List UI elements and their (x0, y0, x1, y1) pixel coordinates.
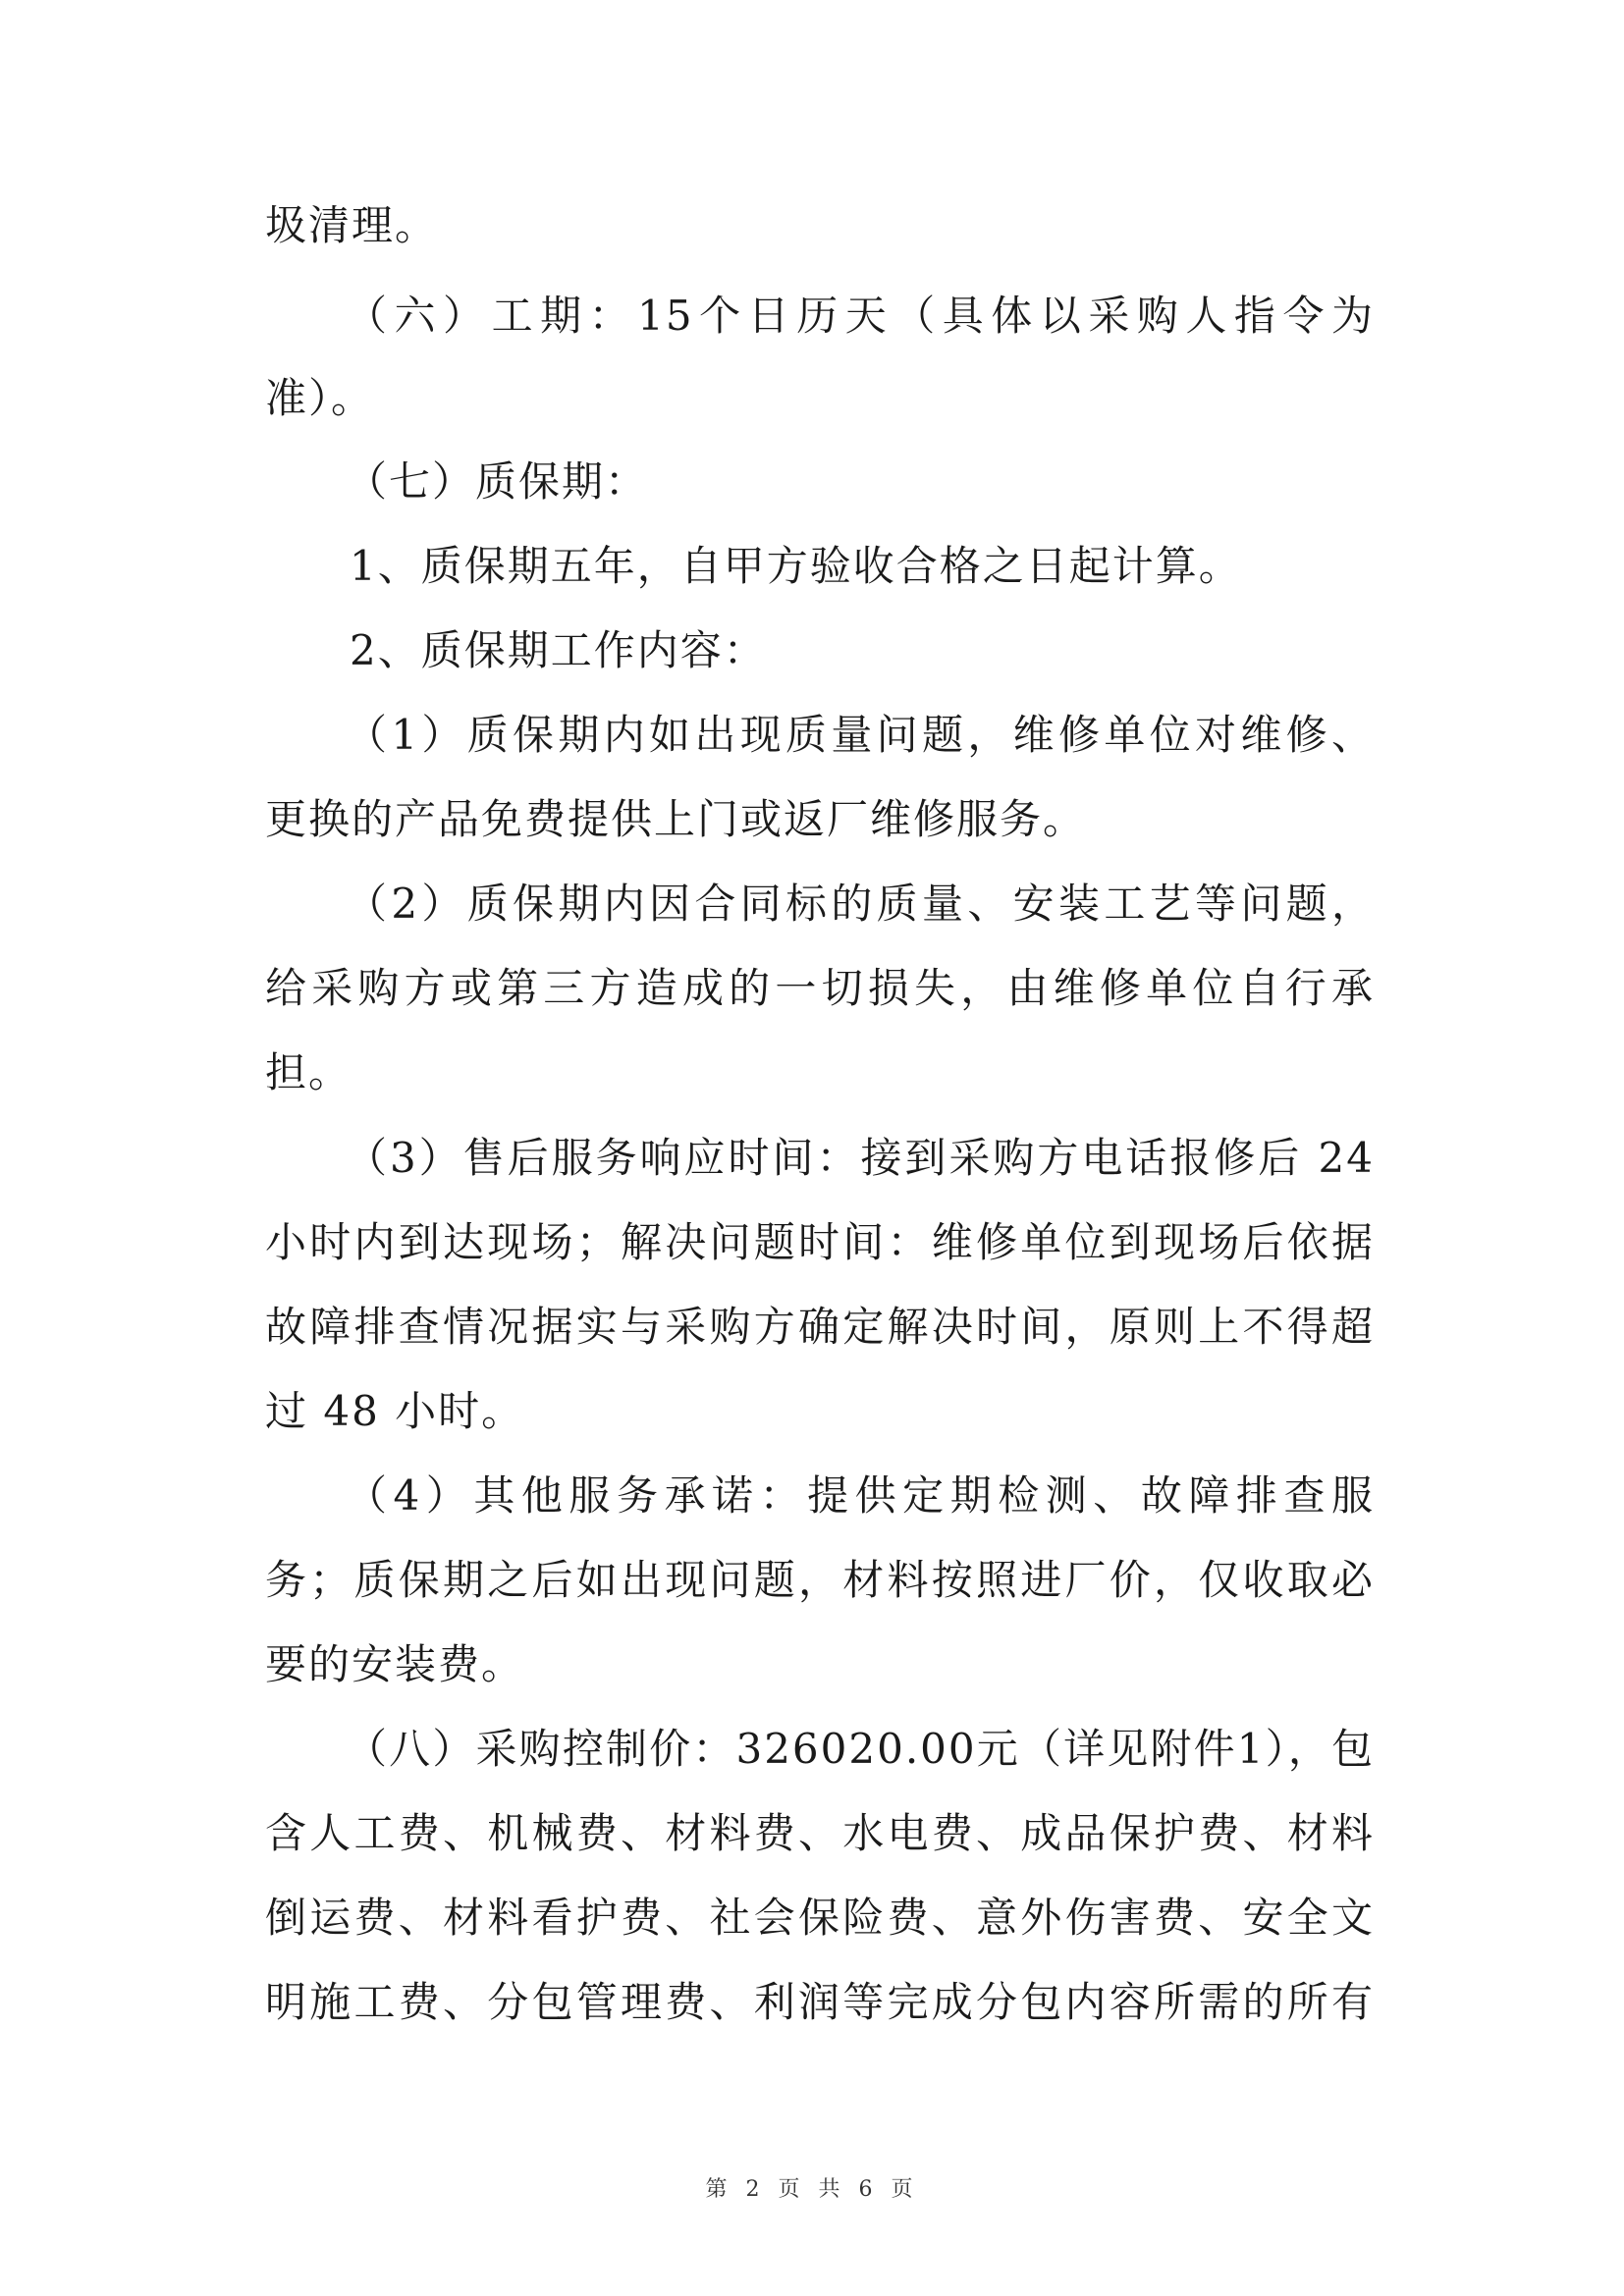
text-line: 含人工费、机械费、材料费、水电费、成品保护费、材料 (265, 1809, 1375, 1857)
text-line: 要的安装费。 (265, 1640, 525, 1688)
text-line: 倒运费、材料看护费、社会保险费、意外伤害费、安全文 (265, 1894, 1375, 1942)
text-line: 准）。 (265, 374, 375, 422)
text-line: 1、质保期五年，自甲方验收合格之日起计算。 (350, 542, 1242, 590)
text-line: （七）质保期： (346, 457, 649, 506)
text-line: 圾清理。 (265, 201, 439, 249)
text-line: 务；质保期之后如出现问题，材料按照进厂价，仅收取必 (265, 1556, 1375, 1604)
text-line: （2）质保期内因合同标的质量、安装工艺等问题， (346, 880, 1375, 928)
text-line: 小时内到达现场；解决问题时间：维修单位到现场后依据 (265, 1218, 1375, 1266)
text-line: 过 48 小时。 (265, 1387, 525, 1435)
text-line: （八）采购控制价：326020.00元（详见附件1），包 (346, 1725, 1375, 1773)
text-line: （4）其他服务承诺：提供定期检测、故障排查服 (346, 1471, 1375, 1520)
text-line: 2、质保期工作内容： (350, 626, 767, 674)
text-line: 给采购方或第三方造成的一切损失，由维修单位自行承 (265, 964, 1375, 1012)
text-line: （1）质保期内如出现质量问题，维修单位对维修、 (346, 711, 1375, 759)
text-line: 明施工费、分包管理费、利润等完成分包内容所需的所有 (265, 1978, 1375, 2026)
text-line: 担。 (265, 1048, 352, 1096)
text-line: 故障排查情况据实与采购方确定解决时间，原则上不得超 (265, 1303, 1375, 1351)
page-number-footer: 第 2 页 共 6 页 (705, 2177, 919, 2202)
text-line: （六）工期：15个日历天（具体以采购人指令为 (346, 292, 1375, 340)
text-line: （3）售后服务响应时间：接到采购方电话报修后 24 (346, 1134, 1375, 1182)
text-line: 更换的产品免费提供上门或返厂维修服务。 (265, 795, 1087, 843)
